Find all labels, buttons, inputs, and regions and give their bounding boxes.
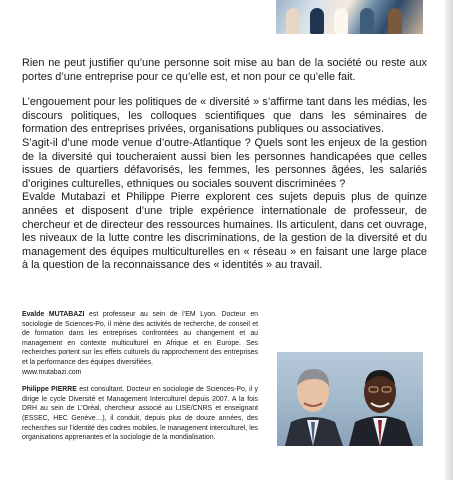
authors-photo-drawing — [277, 352, 423, 446]
authors-paragraph: Evalde Mutabazi et Philippe Pierre explorent ces sujets depuis plus de quinze années et disposent d’une triple expérience internationale de professeur, de chercheur et de directeur des ressources humaines. Ils articulent, dans cet ouvrage, les niveaux de la lutte contre les discriminations, de la gestion de la diversité et du management des équipes multiculturelles en « réseau » en faisant une large place à la question de la reconnaissance des « identités » au travail. — [22, 191, 427, 272]
back-cover-text — [22, 57, 427, 273]
photo-figure — [310, 8, 324, 34]
intro-paragraph: Rien ne peut justifier qu’une personne soit mise au ban de la société ou reste aux portes d’une entreprise pour ce qu’elle est, et non pour ce qu’elle fait. — [22, 57, 427, 83]
page-edge — [445, 0, 453, 480]
header-photo — [276, 0, 423, 34]
questions-paragraph: S’agit-il d’une mode venue d’outre-Atlantique ? Quels sont les enjeux de la gestion de la diversité qui toucheraient aussi bien les personnes handicapées que celles issues de quartiers défavorisés, les femmes, les personnes âgées, les salariés d’origines culturelles, ethniques ou sociales souvent discriminées ? — [22, 136, 427, 190]
photo-figure — [286, 8, 300, 34]
photo-figure — [334, 8, 348, 34]
bio-pierre — [22, 385, 258, 443]
bio-text: est consultant. Docteur en sociologie de Sciences-Po, il y dirige le cycle Diversité et Management Interculturel depuis 2007. A la fois DRH au sein de L’Oréal, chercheur associé au LISE/CNRS et enseignant (ESSEC, HEC Genève…), il conduit, depuis plus de douze années, des recherches sur l’identité des cadres mobiles, le management interculturel, les organisations apprenantes et la sociologie de la mondialisation. — [22, 386, 259, 442]
photo-figure — [388, 8, 402, 34]
author-website: www.mutabazi.com — [22, 368, 82, 376]
author-name: Evalde MUTABAZI — [22, 311, 85, 318]
author-name: Philippe PIERRE — [22, 386, 77, 394]
bio-text: est professeur au sein de l’EM Lyon. Docteur en sociologie de Sciences-Po, il mène des activités de recherche, de conseil et de formation dans les entreprises confrontées au changement et au management en contexte multiculturel en Afrique et en Europe. Ses recherches portent sur les effets culturels du rapprochement des entreprises et la performance des équipes diversifiées. — [22, 311, 258, 366]
photo-figure — [360, 8, 374, 34]
authors-photo — [277, 352, 423, 446]
diversity-paragraph: L’engouement pour les politiques de « diversité » s’affirme tant dans les médias, les discours politiques, les colloques scientifiques que dans les séminaires de formation des entreprises privées, organisations publiques ou associatives. — [22, 96, 427, 136]
bio-mutabazi — [22, 310, 258, 377]
author-bios — [22, 310, 258, 451]
